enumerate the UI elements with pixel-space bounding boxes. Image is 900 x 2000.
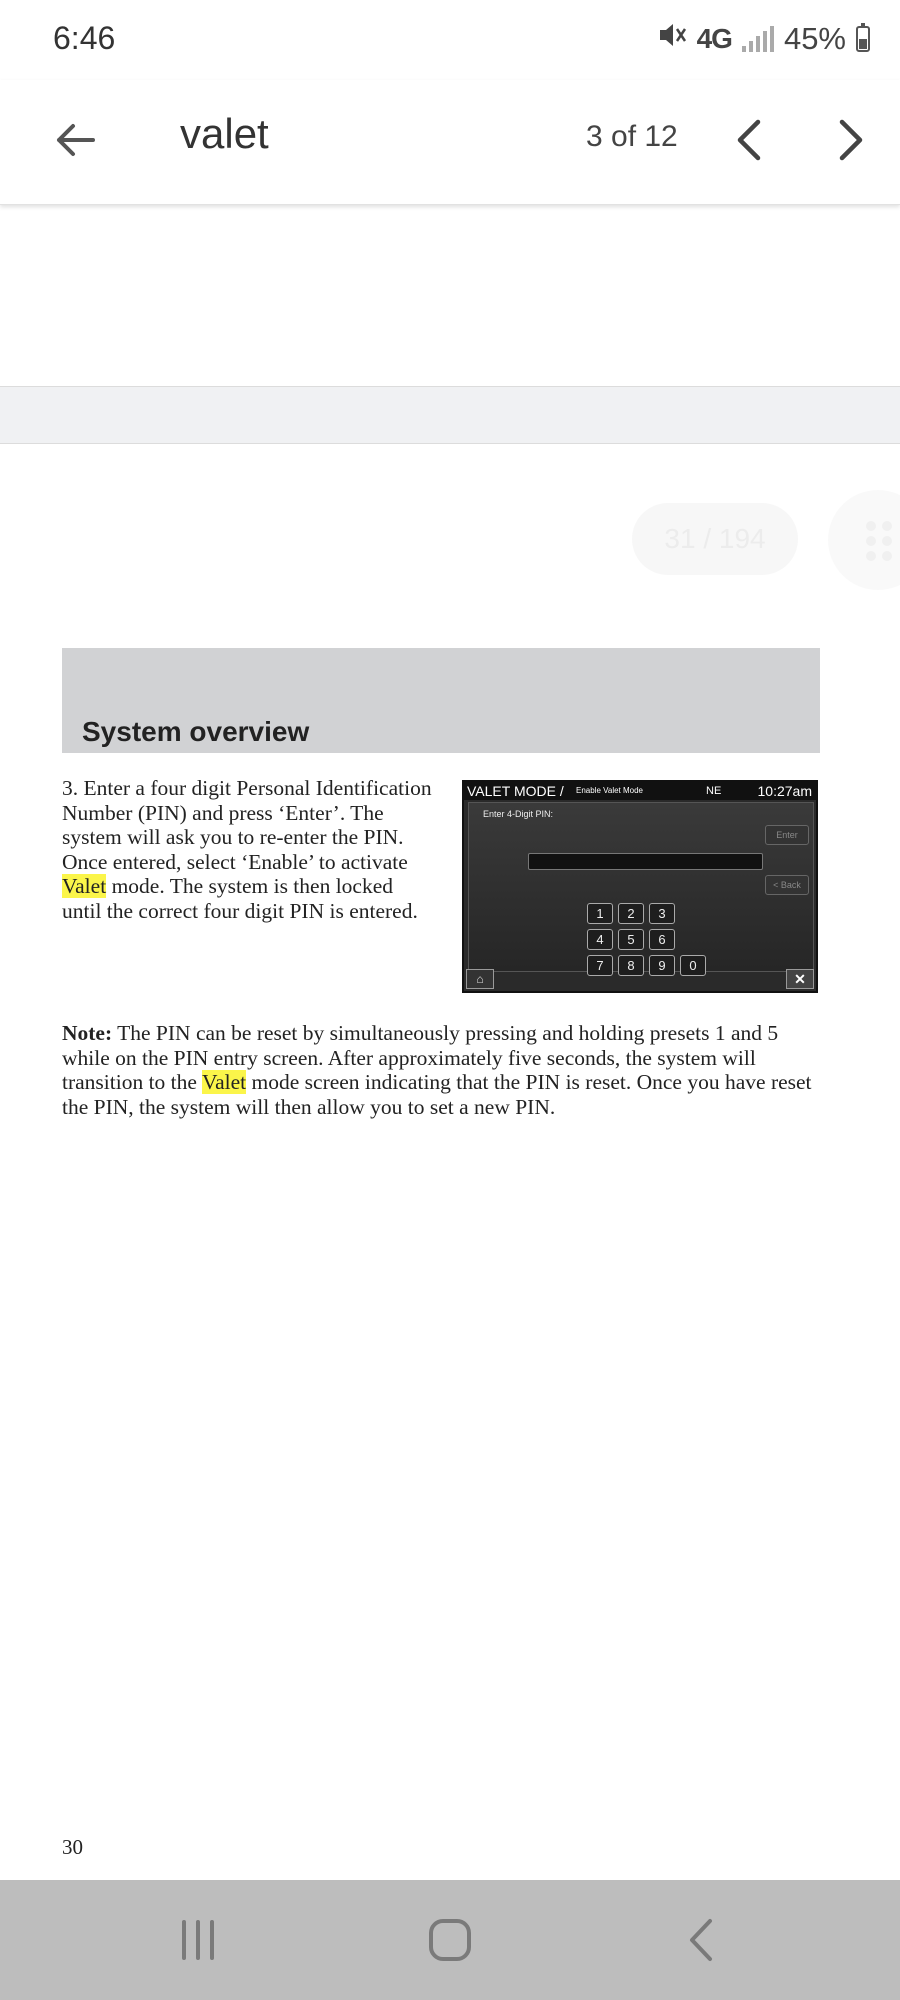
status-icons — [657, 20, 870, 58]
status-bar — [0, 0, 900, 80]
previous-match-button[interactable] — [720, 110, 780, 170]
figure-key: 1 — [587, 903, 613, 924]
figure-pin-field — [528, 853, 763, 870]
mute-icon — [657, 20, 687, 58]
figure-key: 5 — [618, 929, 644, 950]
home-icon — [427, 1917, 473, 1963]
figure-compass: NE — [706, 785, 722, 797]
battery-percent: 45% — [783, 21, 846, 56]
fast-scroll-handle[interactable] — [828, 490, 900, 590]
system-back-button[interactable] — [662, 1900, 742, 1980]
figure-keypad — [587, 903, 706, 976]
figure-enter-button: Enter — [765, 825, 809, 845]
signal-icon — [742, 26, 774, 52]
recent-apps-icon — [176, 1918, 220, 1962]
step-text-cont: mode. The system is then locked until the correct four digit PIN is entered. — [62, 874, 418, 923]
chevron-right-icon — [832, 118, 868, 162]
page-number: 30 — [62, 1835, 83, 1859]
note-label: Note: — [62, 1021, 113, 1045]
arrow-left-icon — [53, 118, 97, 162]
figure-key: 8 — [618, 955, 644, 976]
search-header — [0, 80, 900, 205]
section-title: System overview — [82, 716, 310, 747]
figure-title: VALET MODE / — [467, 783, 564, 799]
search-term[interactable]: valet — [180, 110, 269, 157]
figure-back-button: < Back — [765, 875, 809, 895]
match-count: 3 of 12 — [586, 120, 678, 153]
search-highlight: Valet — [201, 1070, 247, 1095]
drag-handle-icon — [866, 521, 892, 561]
status-time: 6:46 — [53, 20, 116, 56]
note-paragraph — [62, 1021, 822, 1119]
page-indicator: 31 / 194 — [632, 503, 798, 575]
figure-panel — [468, 802, 814, 972]
figure-key: 9 — [649, 955, 675, 976]
figure-key: 4 — [587, 929, 613, 950]
figure-prompt: Enter 4-Digit PIN: — [483, 809, 554, 819]
note-text: The PIN can be reset by simultaneously pressing and holding presets 1 and 5 while on the PIN entry screen. After approximately five seconds, the system will transition to the — [62, 1021, 779, 1095]
figure-key: 7 — [587, 955, 613, 976]
page-separator — [0, 386, 900, 444]
step-paragraph — [62, 776, 432, 924]
figure-key: 6 — [649, 929, 675, 950]
note-text-cont: mode screen indicating that the PIN is reset. Once you have reset the PIN, the system will then allow you to set a new PIN. — [62, 1070, 812, 1119]
figure-clock: 10:27am — [757, 783, 812, 799]
figure-key: 3 — [649, 903, 675, 924]
figure-key: 0 — [680, 955, 706, 976]
recent-apps-button[interactable] — [158, 1900, 238, 1980]
figure-subtitle: Enable Valet Mode — [576, 786, 644, 795]
section-header — [62, 648, 820, 753]
next-match-button[interactable] — [820, 110, 880, 170]
figure-close-icon: ✕ — [786, 969, 814, 989]
battery-icon — [856, 26, 870, 52]
back-chevron-icon — [682, 1917, 722, 1963]
home-button[interactable] — [410, 1900, 490, 1980]
network-type: 4G — [696, 23, 732, 54]
back-button[interactable] — [45, 110, 105, 170]
search-highlight: Valet — [62, 874, 107, 899]
figure-key: 2 — [618, 903, 644, 924]
system-nav-bar — [0, 1880, 900, 2000]
figure-home-icon: ⌂ — [466, 969, 494, 989]
step-text: 3. Enter a four digit Personal Identification Number (PIN) and press ‘Enter’. The system will ask you to re-enter the PIN. Once entered, select ‘Enable’ to activate — [62, 776, 432, 874]
figure-header — [464, 782, 816, 800]
chevron-left-icon — [732, 118, 768, 162]
valet-mode-screenshot — [462, 780, 818, 993]
